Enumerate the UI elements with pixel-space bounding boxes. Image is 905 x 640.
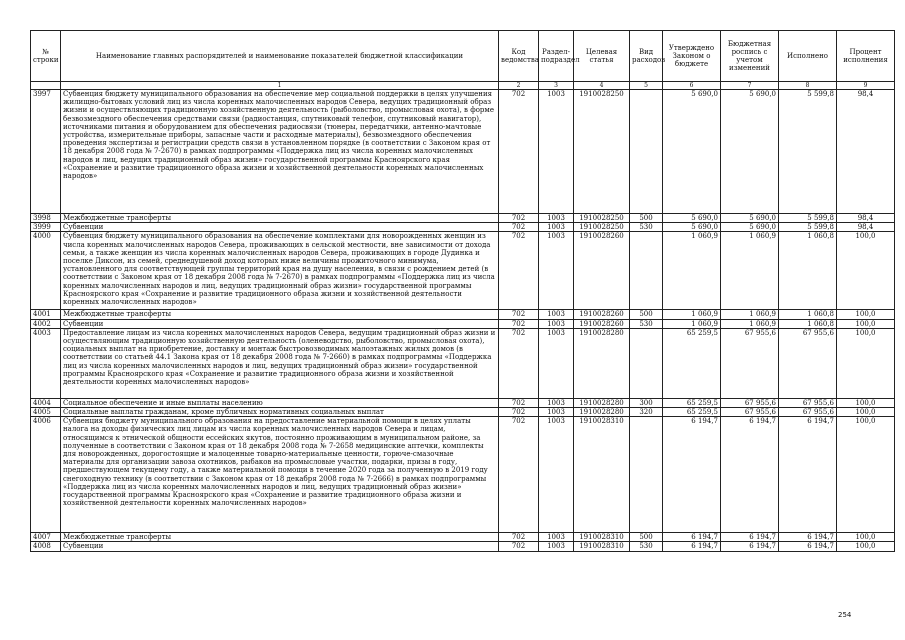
row-execution-percent: 100,0 [837,533,895,542]
row-section: 1003 [539,542,574,551]
row-name: Субвенция бюджету муниципального образования на обеспечение мер социальной поддержки в целях улучшения жилищно-бытовых условий лиц из числа коренных малочисленных народов Севера, ведущих традиционный образ жизни и осуществляющих традиционную хозяйственную деятельность (рыболовство, промысловая охота), в форме безвозмездного обеспечения средствами связи (радиостанция, спутниковый телефон, спутниковый навигатор), источниками питания и оборудованием для обеспечения радиосвязи (тюнеры, передатчики, антенно-мачтовые устройства, измерительные приборы, запасные части и расходные материалы), безвозмездного обеспечения проведения экспертизы и регистрации средств связи в установленном порядке (в соответствии с Законом края от 18 декабря 2008 года № 7-2670) в рамках подпрограммы «Поддержка лиц из числа коренных малочисленных народов и лиц, ведущих традиционный образ жизни» государственной программы Красноярского края «Сохранение и развитие традиционного образа жизни и хозяйственной деятельности коренных малочисленных народов» [61,90,499,214]
table-row [31,214,895,223]
row-budget-list-amount: 5 690,0 [721,223,779,232]
col-number: 8 [779,82,837,90]
row-execution-percent: 100,0 [837,408,895,417]
row-dept-code: 702 [499,223,539,232]
row-name: Субвенция бюджету муниципального образования на обеспечение комплектами для новорожденных женщин из числа коренных малочисленных народов Севера, проживающих в сельской местности, вне зависимости от дохода семьи, а также женщин из числа коренных малочисленных народов Севера, проживающих в городе Дудинка и поселке Диксон, из семей, среднедушевой доход которых ниже величины прожиточного минимума, установленного для соответствующей группы территорий края на душу населения, в связи с рождением детей (в соответствии с Законом края от 18 декабря 2008 года № 7-2670) в рамках подпрограммы «Поддержка лиц из числа коренных малочисленных народов и лиц, ведущих традиционный образ жизни» государственной программы Красноярского края «Сохранение и развитие традиционного образа жизни и хозяйственной деятельности коренных малочисленных народов» [61,232,499,310]
col-number: 4 [574,82,630,90]
row-execution-percent: 100,0 [837,319,895,328]
row-name: Социальное обеспечение и иные выплаты населению [61,398,499,407]
row-expense-type: 500 [630,214,663,223]
row-expense-type [630,232,663,310]
row-target-article: 1910028280 [574,398,630,407]
row-section: 1003 [539,328,574,398]
row-expense-type: 530 [630,223,663,232]
row-approved-amount: 5 690,0 [663,90,721,214]
row-execution-percent: 100,0 [837,232,895,310]
row-execution-percent: 100,0 [837,542,895,551]
row-target-article: 1910028250 [574,223,630,232]
row-dept-code: 702 [499,417,539,533]
table-row [31,232,895,310]
header-code: Код ведомства [499,31,539,82]
table-row [31,398,895,407]
row-target-article: 1910028250 [574,90,630,214]
row-approved-amount: 5 690,0 [663,214,721,223]
row-number: 4002 [31,319,61,328]
row-expense-type: 320 [630,408,663,417]
col-number: 5 [630,82,663,90]
row-section: 1003 [539,310,574,319]
row-target-article: 1910028260 [574,319,630,328]
row-budget-list-amount: 67 955,6 [721,328,779,398]
row-approved-amount: 5 690,0 [663,223,721,232]
row-executed-amount: 5 599,8 [779,214,837,223]
table-row [31,90,895,214]
row-dept-code: 702 [499,542,539,551]
row-name: Субвенции [61,223,499,232]
row-budget-list-amount: 6 194,7 [721,417,779,533]
col-number: 9 [837,82,895,90]
row-execution-percent: 98,4 [837,90,895,214]
row-dept-code: 702 [499,398,539,407]
row-number: 4006 [31,417,61,533]
row-budget-list-amount: 1 060,9 [721,319,779,328]
table-body [31,90,895,552]
row-executed-amount: 67 955,6 [779,398,837,407]
header-section: Раздел-подраздел [539,31,574,82]
row-approved-amount: 6 194,7 [663,533,721,542]
row-target-article: 1910028280 [574,328,630,398]
row-expense-type: 530 [630,542,663,551]
row-section: 1003 [539,408,574,417]
header-percent: Процент исполнения [837,31,895,82]
row-number: 4008 [31,542,61,551]
table-row [31,417,895,533]
row-name: Межбюджетные трансферты [61,310,499,319]
row-section: 1003 [539,398,574,407]
row-name: Межбюджетные трансферты [61,214,499,223]
row-target-article: 1910028260 [574,232,630,310]
row-number: 4007 [31,533,61,542]
col-number: 2 [499,82,539,90]
col-number: 6 [663,82,721,90]
header-name: Наименование главных распорядителей и наименование показателей бюджетной классификации [61,31,499,82]
row-expense-type: 500 [630,310,663,319]
row-dept-code: 702 [499,214,539,223]
row-approved-amount: 65 259,5 [663,408,721,417]
table-row [31,328,895,398]
row-name: Субвенции [61,542,499,551]
row-number: 4001 [31,310,61,319]
row-executed-amount: 1 060,8 [779,319,837,328]
row-dept-code: 702 [499,319,539,328]
table-row [31,533,895,542]
header-type: Вид расходов [630,31,663,82]
row-section: 1003 [539,90,574,214]
row-executed-amount: 5 599,8 [779,223,837,232]
row-section: 1003 [539,533,574,542]
row-name: Субвенция бюджету муниципального образования на предоставление материальной помощи в целях уплаты налога на доходы физических лиц лицам из числа коренных малочисленных народов Севера и лицам, относящимся к этнической общности ессейских якутов, постоянно проживающим в муниципальном районе, за полученные в соответствии с Законом края от 18 декабря 2008 года № 7-2658 медицинские аптечки, комплекты для новорожденных, дорогостоящие и малоценные товарно-материальные ценности, горюче-смазочные материалы для организации завоза охотников, рыбаков на промысловые участки, подарки, призы в году, предшествующем текущему году, а также материальной помощи в течение 2020 года за полученную в 2019 году снегоходную технику (в соответствии с Законом края от 18 декабря 2008 года № 7-2666) в рамках подпрограммы «Поддержка лиц из числа коренных малочисленных народов и лиц, ведущих традиционный образ жизни» государственной программы Красноярского края «Сохранение и развитие традиционного образа жизни и хозяйственной деятельности коренных малочисленных народов» [61,417,499,533]
row-budget-list-amount: 67 955,6 [721,398,779,407]
col-number: 7 [721,82,779,90]
header-executed: Исполнено [779,31,837,82]
row-approved-amount: 1 060,9 [663,232,721,310]
table-row [31,319,895,328]
column-number-row [31,82,895,90]
row-expense-type [630,90,663,214]
header-num: № строки [31,31,61,82]
row-expense-type [630,328,663,398]
row-name: Субвенции [61,319,499,328]
row-name: Межбюджетные трансферты [61,533,499,542]
row-approved-amount: 6 194,7 [663,542,721,551]
row-target-article: 1910028280 [574,408,630,417]
row-executed-amount: 1 060,8 [779,310,837,319]
row-expense-type: 300 [630,398,663,407]
row-execution-percent: 100,0 [837,417,895,533]
row-executed-amount: 67 955,6 [779,408,837,417]
row-target-article: 1910028250 [574,214,630,223]
row-executed-amount: 6 194,7 [779,542,837,551]
budget-execution-table [30,30,895,552]
row-dept-code: 702 [499,328,539,398]
row-executed-amount: 6 194,7 [779,417,837,533]
row-number: 4005 [31,408,61,417]
row-target-article: 1910028260 [574,310,630,319]
row-target-article: 1910028310 [574,542,630,551]
row-number: 4000 [31,232,61,310]
row-dept-code: 702 [499,310,539,319]
row-target-article: 1910028310 [574,417,630,533]
row-budget-list-amount: 5 690,0 [721,214,779,223]
row-executed-amount: 67 955,6 [779,328,837,398]
row-section: 1003 [539,214,574,223]
row-target-article: 1910028310 [574,533,630,542]
row-execution-percent: 98,4 [837,214,895,223]
row-section: 1003 [539,319,574,328]
row-number: 4003 [31,328,61,398]
row-execution-percent: 100,0 [837,398,895,407]
row-executed-amount: 1 060,8 [779,232,837,310]
row-dept-code: 702 [499,533,539,542]
row-number: 3998 [31,214,61,223]
row-execution-percent: 98,4 [837,223,895,232]
row-dept-code: 702 [499,408,539,417]
row-dept-code: 702 [499,232,539,310]
row-number: 3997 [31,90,61,214]
table-row [31,223,895,232]
row-section: 1003 [539,232,574,310]
col-number [31,82,61,90]
row-dept-code: 702 [499,90,539,214]
row-budget-list-amount: 6 194,7 [721,533,779,542]
row-budget-list-amount: 1 060,9 [721,232,779,310]
row-approved-amount: 65 259,5 [663,398,721,407]
header-article: Целевая статья [574,31,630,82]
page-number: 254 [838,611,852,619]
row-section: 1003 [539,417,574,533]
row-section: 1003 [539,223,574,232]
header-budget-list: Бюджетная роспись с учетом изменений [721,31,779,82]
row-approved-amount: 6 194,7 [663,417,721,533]
row-approved-amount: 1 060,9 [663,319,721,328]
row-expense-type: 500 [630,533,663,542]
table-row [31,408,895,417]
row-budget-list-amount: 67 955,6 [721,408,779,417]
row-number: 3999 [31,223,61,232]
table-row [31,542,895,551]
row-approved-amount: 1 060,9 [663,310,721,319]
row-executed-amount: 6 194,7 [779,533,837,542]
row-approved-amount: 65 259,5 [663,328,721,398]
header-row [31,31,895,82]
row-executed-amount: 5 599,8 [779,90,837,214]
row-budget-list-amount: 5 690,0 [721,90,779,214]
row-budget-list-amount: 1 060,9 [721,310,779,319]
row-number: 4004 [31,398,61,407]
col-number: 3 [539,82,574,90]
row-budget-list-amount: 6 194,7 [721,542,779,551]
col-number: 1 [61,82,499,90]
row-execution-percent: 100,0 [837,310,895,319]
row-expense-type [630,417,663,533]
row-name: Социальные выплаты гражданам, кроме публичных нормативных социальных выплат [61,408,499,417]
header-approved: Утверждено Законом о бюджете [663,31,721,82]
row-expense-type: 530 [630,319,663,328]
row-execution-percent: 100,0 [837,328,895,398]
row-name: Предоставление лицам из числа коренных малочисленных народов Севера, ведущим традиционный образ жизни и осуществляющим традиционную хозяйственную деятельность (оленеводство, рыболовство, промысловая охота), социальных выплат на приобретение, доставку и монтаж быстровозводимых малоэтажных жилых домов (в соответствии со статьей 44.1 Закона края от 18 декабря 2008 года № 7-2660) в рамках подпрограммы «Поддержка лиц из числа коренных малочисленных народов и лиц, ведущих традиционный образ жизни» государственной программы Красноярского края «Сохранение и развитие традиционного образа жизни и хозяйственной деятельности коренных малочисленных народов» [61,328,499,398]
table-row [31,310,895,319]
